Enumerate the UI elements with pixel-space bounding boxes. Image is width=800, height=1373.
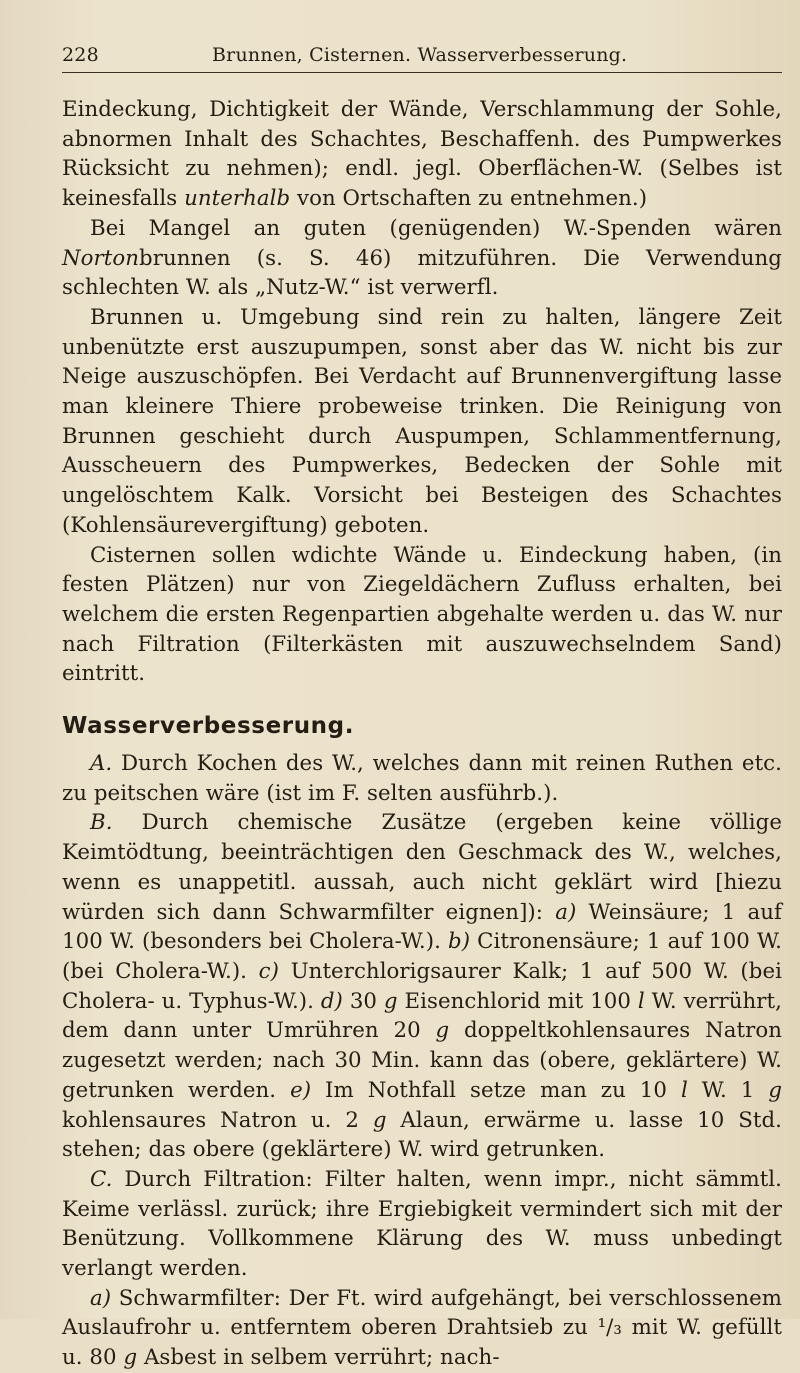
section-heading: Wasserverbesserung. xyxy=(62,713,355,740)
paragraph-4: Cisternen sollen wdichte Wände u. Eindeckung haben, (in festen Plätzen) nur von Ziegeldächern Zufluss erhalten, bei welchem die ersten Regenpartien abgehalte werden u. das W. nur nach Filtration (Filterkästen mit auszuwechselndem Sand) eintritt. xyxy=(62,542,782,687)
paragraph-2: Bei Mangel an guten (genügenden) W.-Spenden wären Nortonbrunnen (s. S. 46) mitzuführen. Die Verwendung schlechten W. als „Nutz-W.“ ist verwerfl. xyxy=(62,215,782,301)
item-c: C. Durch Filtration: Filter halten, wenn impr., nicht sämmtl. Keime verlässl. zurück; ihre Ergiebigkeit vermindert sich mit der Benützung. Vollkommene Klärung des W. muss unbedingt verlangt werden. xyxy=(62,1166,782,1282)
page-body xyxy=(62,95,782,1373)
item-c-a: a) Schwarmfilter: Der Ft. wird aufgehängt, bei verschlossenem Auslaufrohr u. entferntem oberen Drahtsieb zu ¹/₃ mit W. gefüllt u. 80 g Asbest in selbem verrührt; nach- xyxy=(62,1285,782,1371)
paragraph-3: Brunnen u. Umgebung sind rein zu halten, längere Zeit unbenützte erst auszupumpen, sonst aber das W. nicht bis zur Neige auszuschöpfen. Bei Verdacht auf Brunnenvergiftung lasse man kleinere Thiere probeweise trinken. Die Reinigung von Brunnen geschieht durch Auspumpen, Schlammentfernung, Ausscheuern des Pumpwerkes, Bedecken der Sohle mit ungelöschtem Kalk. Vorsicht bei Besteigen des Schachtes (Kohlensäurevergiftung) geboten. xyxy=(62,304,782,538)
paragraph-1: Eindeckung, Dichtigkeit der Wände, Verschlammung der Sohle, abnormen Inhalt des Schachtes, Beschaffenh. des Pumpwerkes Rücksicht zu nehmen); endl. jegl. Oberflächen-W. (Selbes ist keinesfalls unterhalb von Ortschaften zu entnehmen.) xyxy=(62,97,782,212)
running-title: Brunnen, Cisternen. Wasserverbesserung. xyxy=(212,44,628,66)
page-number: 228 xyxy=(62,44,99,66)
item-b: B. Durch chemische Zusätze (ergeben keine völlige Keimtödtung, beeinträchtigen den Geschmack des W., welches, wenn es unappetitl. aussah, auch nicht geklärt wird [hiezu würden sich dann Schwarmfilter eignen]): a) Weinsäure; 1 auf 100 W. (besonders bei Cholera-W.). b) Citronensäure; 1 auf 100 W. (bei Cholera-W.). c) Unterchlorigsaurer Kalk; 1 auf 500 W. (bei Cholera- u. Typhus-W.). d) 30 g Eisenchlorid mit 100 l W. verrührt, dem dann unter Umrühren 20 g doppeltkohlensaures Natron zugesetzt werden; nach 30 Min. kann das (obere, geklärtere) W. getrunken werden. e) Im Nothfall setze man zu 10 l W. 1 g kohlensaures Natron u. 2 g Alaun, erwärme u. lasse 10 Std. stehen; das obere (geklärtere) W. wird getrunken. xyxy=(62,810,782,1163)
item-a: A. Durch Kochen des W., welches dann mit reinen Ruthen etc. zu peitschen wäre (ist im F. selten ausführb.). xyxy=(62,751,782,806)
page-header xyxy=(62,44,782,73)
